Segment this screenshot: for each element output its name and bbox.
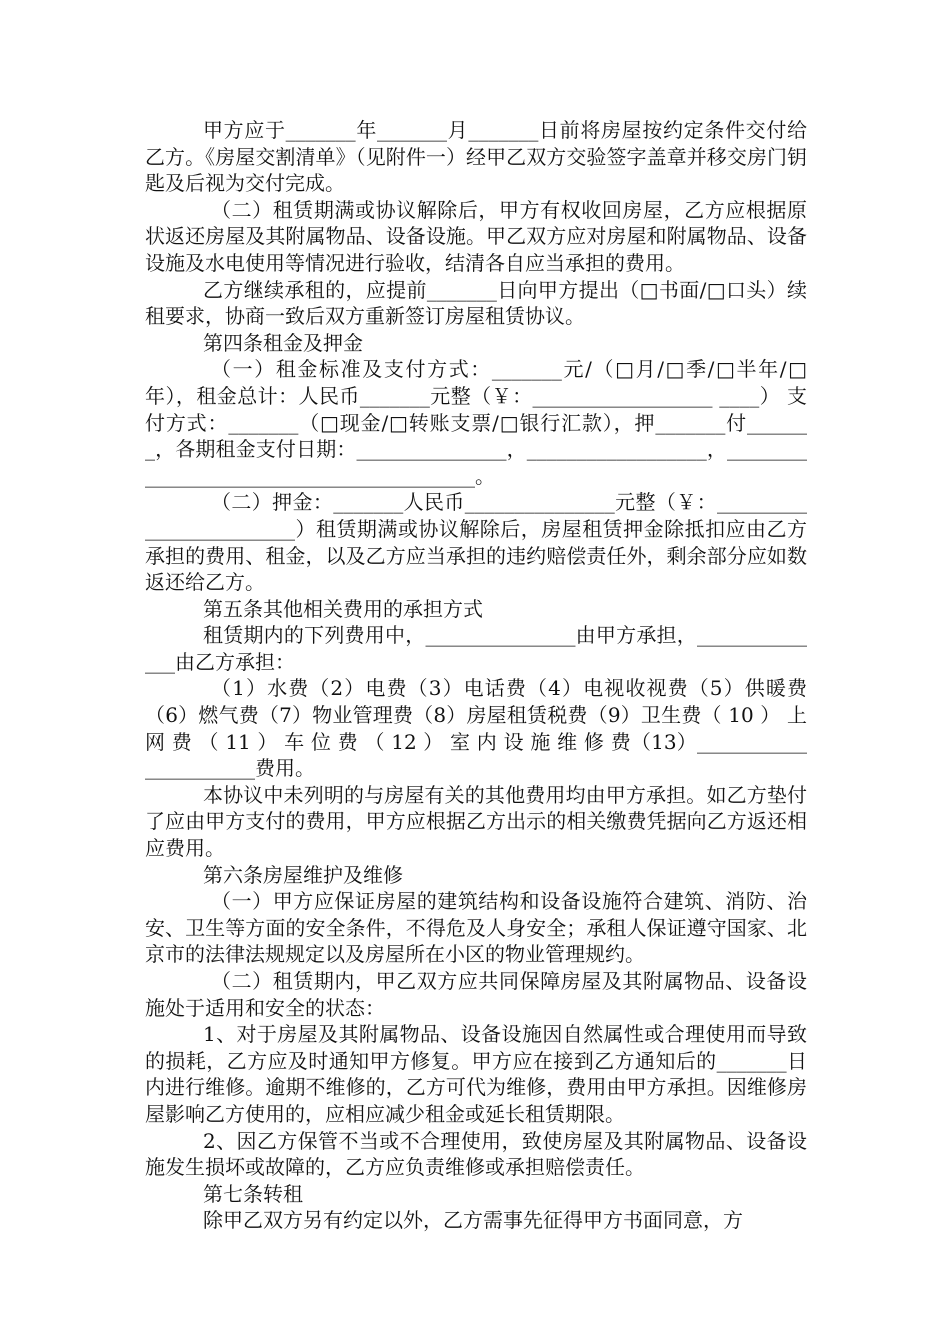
- paragraph-repair-tenant-fault: 2、因乙方保管不当或不合理使用，致使房屋及其附属物品、设备设施发生损坏或故障的，乙方应负责维修或承担赔偿责任。: [145, 1128, 807, 1180]
- heading-article-7: 第七条转租: [203, 1181, 303, 1206]
- paragraph-other-fees: 本协议中未列明的与房屋有关的其他费用均由甲方承担。如乙方垫付了应由甲方支付的费用，甲方应根据乙方出示的相关缴费凭据向乙方返还相应费用。: [145, 782, 807, 861]
- paragraph-fee-list: （1）水费（2）电费（3）电话费（4）电视收视费（5）供暖费（6）燃气费（7）物业管理费（8）房屋租赁税费（9）卫生费（ 10 ） 上 网 费 （ 11 ） 车 位 费 （ 12 ） 室 内 设 施 维 修 费（13）______________________费用。: [145, 676, 814, 781]
- paragraph-rent-standard: （一）租金标准及支付方式：_______元/（□月/□季/□半年/□年），租金总计：人民币_______元整（￥：__________________ ____） 支付方式：_______（□现金/□转账支票/□银行汇款），押_______付_______，各期租金支付日期：_______________，__________________，_________________________________________。: [145, 357, 807, 488]
- paragraph-safety: （一）甲方应保证房屋的建筑结构和设备设施符合建筑、消防、治安、卫生等方面的安全条件，不得危及人身安全；承租人保证遵守国家、北京市的法律法规规定以及房屋所在小区的物业管理规约。: [145, 889, 807, 967]
- paragraph-fee-allocation: 租赁期内的下列费用中，_______________由甲方承担，______________由乙方承担：: [145, 623, 807, 674]
- paragraph-sublease: 除甲乙双方另有约定以外，乙方需事先征得甲方书面同意，方: [203, 1208, 743, 1233]
- paragraph-delivery-date: 甲方应于_______年_______月_______日前将房屋按约定条件交付给乙方。《房屋交割清单》（见附件一）经甲乙双方交验签字盖章并移交房门钥匙及后视为交付完成。: [145, 118, 807, 196]
- paragraph-deposit: （二）押金：_______人民币_______________元整（￥：________________________）租赁期满或协议解除后，房屋租赁押金除抵扣应由乙方承担的费用、租金，以及乙方应当承担的违约赔偿责任外，剩余部分应如数返还给乙方。: [145, 490, 807, 595]
- heading-article-4: 第四条租金及押金: [203, 330, 363, 355]
- heading-article-5: 第五条其他相关费用的承担方式: [203, 596, 483, 621]
- paragraph-renewal: 乙方继续承租的，应提前_______日向甲方提出（□书面/□口头）续租要求，协商一致后双方重新签订房屋租赁协议。: [145, 277, 807, 329]
- heading-article-6: 第六条房屋维护及维修: [203, 862, 403, 887]
- document-page: [145, 117, 814, 1234]
- paragraph-repair-natural-wear: 1、对于房屋及其附属物品、设备设施因自然属性或合理使用而导致的损耗，乙方应及时通知甲方修复。甲方应在接到乙方通知后的_______日内进行维修。逾期不维修的，乙方可代为维修，费用由甲方承担。因维修房屋影响乙方使用的，应相应减少租金或延长租赁期限。: [145, 1022, 807, 1126]
- paragraph-maintenance-duty: （二）租赁期内，甲乙双方应共同保障房屋及其附属物品、设备设施处于适用和安全的状态：: [145, 969, 807, 1020]
- paragraph-lease-expiry: （二）租赁期满或协议解除后，甲方有权收回房屋，乙方应根据原状返还房屋及其附属物品、设备设施。甲乙双方应对房屋和附属物品、设备设施及水电使用等情况进行验收，结清各自应当承担的费用。: [145, 197, 807, 275]
